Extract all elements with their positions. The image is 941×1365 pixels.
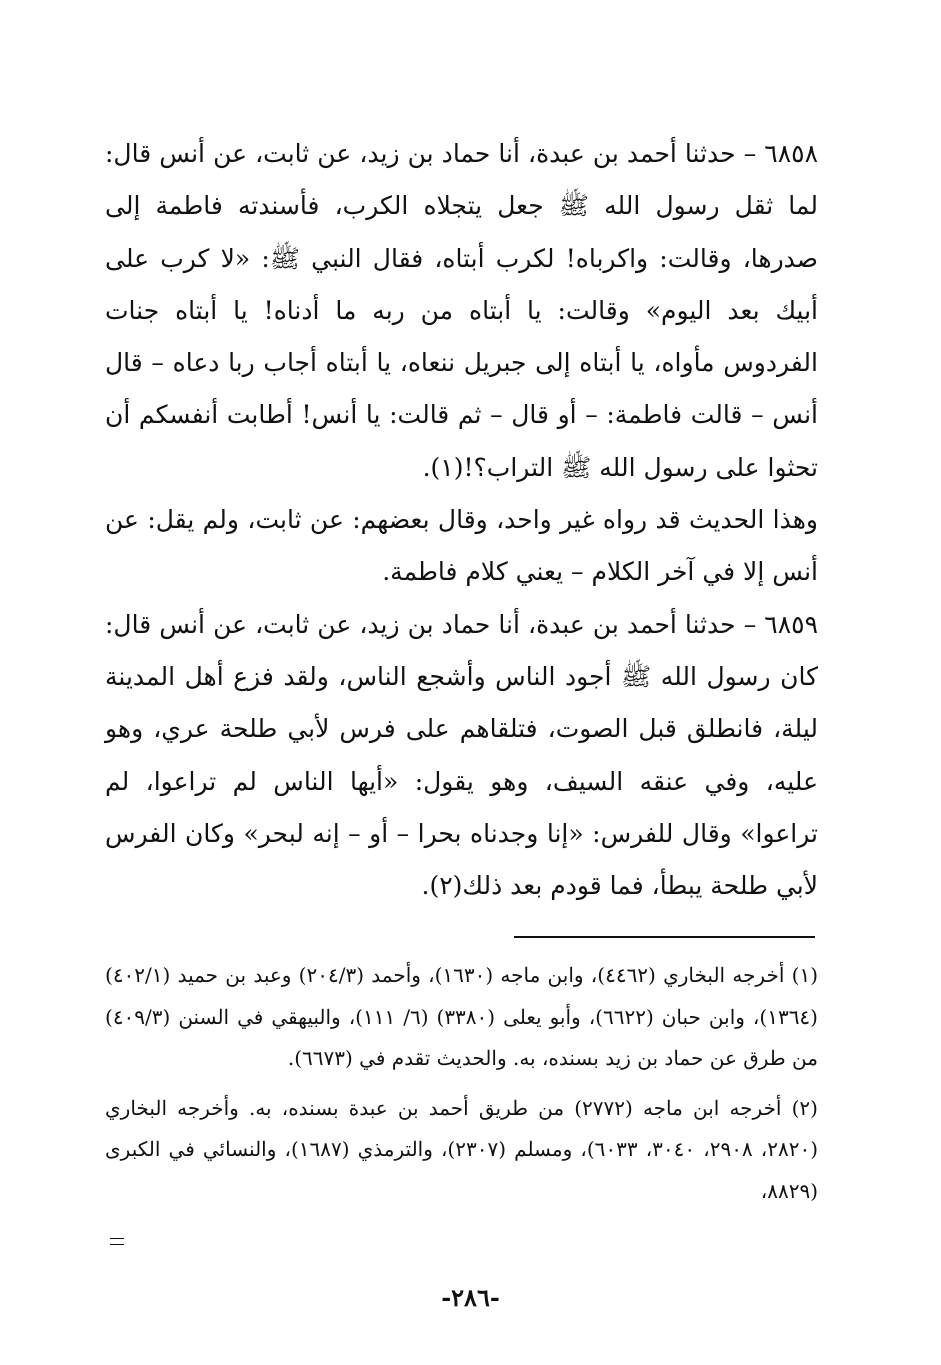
commentary-paragraph: وهذا الحديث قد رواه غير واحد، وقال بعضهم: عن ثابت، ولم يقل: عن أنس إلا في آخر الكلام – يعني كلام فاطمة. (105, 505, 818, 587)
main-text (105, 128, 818, 912)
footnote-2: (٢) أخرجه ابن ماجه (٢٧٧٢) من طريق أحمد بن عبدة بسنده، به. وأخرجه البخاري (٢٨٢٠، ٢٩٠٨، ٣٠٤٠، ٦٠٣٣)، ومسلم (٢٣٠٧)، والترمذي (١٦٨٧)، والنسائي في الكبرى (٨٨٢٩، (105, 1095, 819, 1203)
footnotes (105, 955, 818, 1212)
hadith-6858: ٦٨٥٨ – حدثنا أحمد بن عبدة، أنا حماد بن زيد، عن ثابت، عن أنس قال: لما ثقل رسول الله ﷺ جعل يتجلاه الكرب، فأسندته فاطمة إلى صدرها، وقالت: واكرباه! لكرب أبتاه، فقال النبي ﷺ: «لا كرب على أبيك بعد اليوم» وقالت: يا أبتاه من ربه ما أدناه! يا أبتاه جنات الفردوس مأواه، يا أبتاه إلى جبريل ننعاه، يا أبتاه أجاب ربا دعاه – قال أنس – قالت فاطمة: – أو قال – ثم قالت: يا أنس! أطابت أنفسكم أن تحثوا على رسول الله ﷺ التراب؟!(١). (105, 139, 818, 482)
continuation-mark (110, 1238, 124, 1245)
page-number: -٢٨٦- (441, 1283, 500, 1312)
hadith-6859: ٦٨٥٩ – حدثنا أحمد بن عبدة، أنا حماد بن زيد، عن ثابت، عن أنس قال: كان رسول الله ﷺ أجود الناس وأشجع الناس، ولقد فزع أهل المدينة ليلة، فانطلق قبل الصوت، فتلقاهم على فرس لأبي طلحة عري، وهو عليه، وفي عنقه السيف، وهو يقول: «أيها الناس لم تراعوا، لم تراعوا» وقال للفرس: «إنا وجدناه بحرا – أو – إنه لبحر» وكان الفرس لأبي طلحة يبطأ، فما قودم بعد ذلك(٢). (105, 609, 818, 901)
footnote-separator (514, 936, 815, 938)
footnote-1: (١) أخرجه البخاري (٤٤٦٢)، وابن ماجه (١٦٣٠)، وأحمد (٢٠٤/٣) وعبد بن حميد (٤٠٢/١) (١٣٦٤)، وابن حبان (٦٦٢٢)، وأبو يعلى (٣٣٨٠) (٦/ ١١١)، والبيهقي في السنن (٤٠٩/٣) من طرق عن حماد بن زيد بسنده، به. والحديث تقدم في (٦٦٧٣). (105, 963, 818, 1070)
